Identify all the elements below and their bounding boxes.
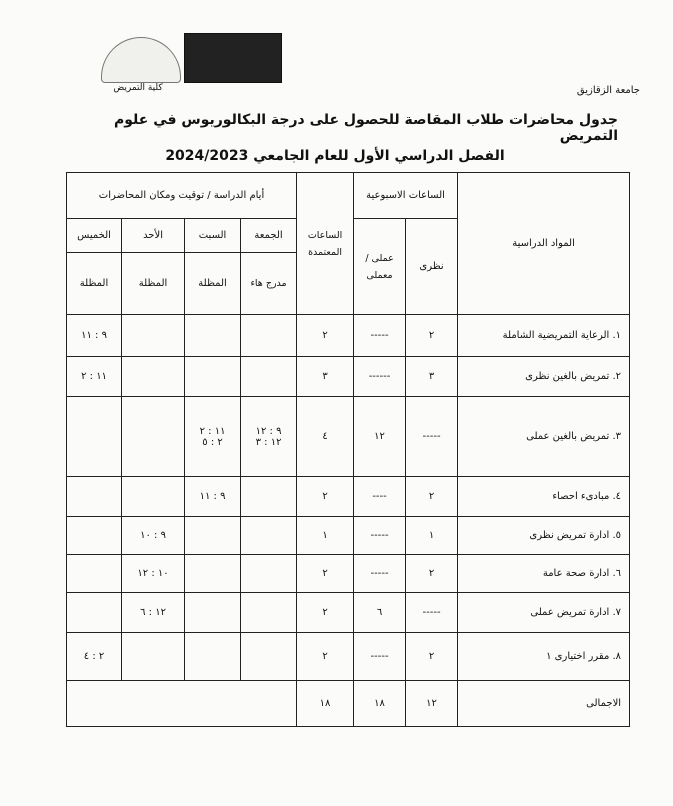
- friday-cell: ٩ : ١٢ ١٢ : ٣: [241, 397, 297, 477]
- table-row: [67, 315, 630, 357]
- table-row: [67, 555, 630, 593]
- credit-cell: ٢: [297, 555, 354, 593]
- saturday-cell: [185, 315, 241, 357]
- credit-cell: ٢: [297, 477, 354, 517]
- credit-cell: ٢: [297, 593, 354, 633]
- theory-cell: -----: [406, 593, 458, 633]
- page-subtitle: الفصل الدراسي الأول للعام الجامعي 2024/2023: [165, 148, 505, 164]
- credit-cell: ٢: [297, 315, 354, 357]
- subject-cell: ٢. تمريض بالغين نظرى: [458, 357, 630, 397]
- subject-cell: ٧. ادارة تمريض عملى: [458, 593, 630, 633]
- practical-cell: ------: [354, 357, 406, 397]
- place-thursday: المظلة: [67, 253, 122, 315]
- theory-cell: ٢: [406, 633, 458, 681]
- day-saturday: السبت: [185, 219, 241, 253]
- friday-cell: [241, 517, 297, 555]
- day-sunday: الأحد: [122, 219, 185, 253]
- header-practical: عملى / معملى: [354, 219, 406, 315]
- university-logo: [184, 33, 282, 83]
- university-name: جامعة الزقازيق: [576, 85, 640, 96]
- total-practical: ١٨: [354, 681, 406, 727]
- table-row: [67, 477, 630, 517]
- credit-cell: ١: [297, 517, 354, 555]
- thursday-cell: [67, 517, 122, 555]
- table-row: [67, 397, 630, 477]
- credit-cell: ٤: [297, 397, 354, 477]
- header-subjects: المواد الدراسية: [458, 173, 630, 315]
- thursday-cell: [67, 397, 122, 477]
- friday-cell: [241, 633, 297, 681]
- subject-cell: ٦. ادارة صحة عامة: [458, 555, 630, 593]
- thursday-cell: ١١ : ٢: [67, 357, 122, 397]
- total-credit: ١٨: [297, 681, 354, 727]
- header-theory: نظرى: [406, 219, 458, 315]
- theory-cell: ٢: [406, 555, 458, 593]
- page-title: جدول محاضرات طلاب المقاصة للحصول على درجة البكالوريوس في علوم التمريض: [114, 112, 618, 144]
- table-row: [67, 593, 630, 633]
- header-credit-hours: الساعات المعتمدة: [297, 173, 354, 315]
- sunday-cell: [122, 315, 185, 357]
- subject-cell: ١. الرعاية التمريضية الشاملة: [458, 315, 630, 357]
- thursday-cell: ٢ : ٤: [67, 633, 122, 681]
- saturday-cell: ٩ : ١١: [185, 477, 241, 517]
- credit-cell: ٣: [297, 357, 354, 397]
- theory-cell: ٣: [406, 357, 458, 397]
- friday-cell: [241, 593, 297, 633]
- practical-cell: -----: [354, 517, 406, 555]
- sunday-cell: [122, 477, 185, 517]
- table-row: [67, 633, 630, 681]
- saturday-cell: [185, 357, 241, 397]
- saturday-cell: [185, 593, 241, 633]
- sunday-cell: ١٠ : ١٢: [122, 555, 185, 593]
- faculty-logo: [101, 37, 181, 83]
- table-row: [67, 357, 630, 397]
- saturday-cell: ١١ : ٢ ٢ : ٥: [185, 397, 241, 477]
- friday-cell: [241, 477, 297, 517]
- sunday-cell: ١٢ : ٦: [122, 593, 185, 633]
- place-friday: مدرج هاء: [241, 253, 297, 315]
- practical-cell: -----: [354, 633, 406, 681]
- sunday-cell: [122, 357, 185, 397]
- friday-cell: [241, 315, 297, 357]
- total-days-empty: [67, 681, 297, 727]
- saturday-cell: [185, 555, 241, 593]
- practical-cell: -----: [354, 315, 406, 357]
- practical-cell: ----: [354, 477, 406, 517]
- subject-cell: ٨. مقرر اختيارى ١: [458, 633, 630, 681]
- sunday-cell: [122, 633, 185, 681]
- subject-cell: ٣. تمريض بالغين عملى: [458, 397, 630, 477]
- table-row: [67, 517, 630, 555]
- schedule-table: [66, 172, 630, 727]
- theory-cell: ١: [406, 517, 458, 555]
- sunday-cell: [122, 397, 185, 477]
- subject-cell: ٤. مبادىء احصاء: [458, 477, 630, 517]
- college-name: كلية التمريض: [113, 83, 163, 93]
- thursday-cell: [67, 477, 122, 517]
- header-weekly-hours: الساعات الاسبوعية: [354, 173, 458, 219]
- day-thursday: الخميس: [67, 219, 122, 253]
- theory-cell: -----: [406, 397, 458, 477]
- place-saturday: المظلة: [185, 253, 241, 315]
- day-friday: الجمعة: [241, 219, 297, 253]
- saturday-cell: [185, 517, 241, 555]
- total-label: الاجمالى: [458, 681, 630, 727]
- header-days: أيام الدراسة / توقيت ومكان المحاضرات: [67, 173, 297, 219]
- total-row: [67, 681, 630, 727]
- practical-cell: ١٢: [354, 397, 406, 477]
- credit-cell: ٢: [297, 633, 354, 681]
- total-theory: ١٢: [406, 681, 458, 727]
- saturday-cell: [185, 633, 241, 681]
- thursday-cell: [67, 555, 122, 593]
- practical-cell: -----: [354, 555, 406, 593]
- place-sunday: المظلة: [122, 253, 185, 315]
- thursday-cell: ٩ : ١١: [67, 315, 122, 357]
- theory-cell: ٢: [406, 477, 458, 517]
- theory-cell: ٢: [406, 315, 458, 357]
- friday-cell: [241, 357, 297, 397]
- practical-cell: ٦: [354, 593, 406, 633]
- thursday-cell: [67, 593, 122, 633]
- sunday-cell: ٩ : ١٠: [122, 517, 185, 555]
- subject-cell: ٥. ادارة تمريض نظرى: [458, 517, 630, 555]
- friday-cell: [241, 555, 297, 593]
